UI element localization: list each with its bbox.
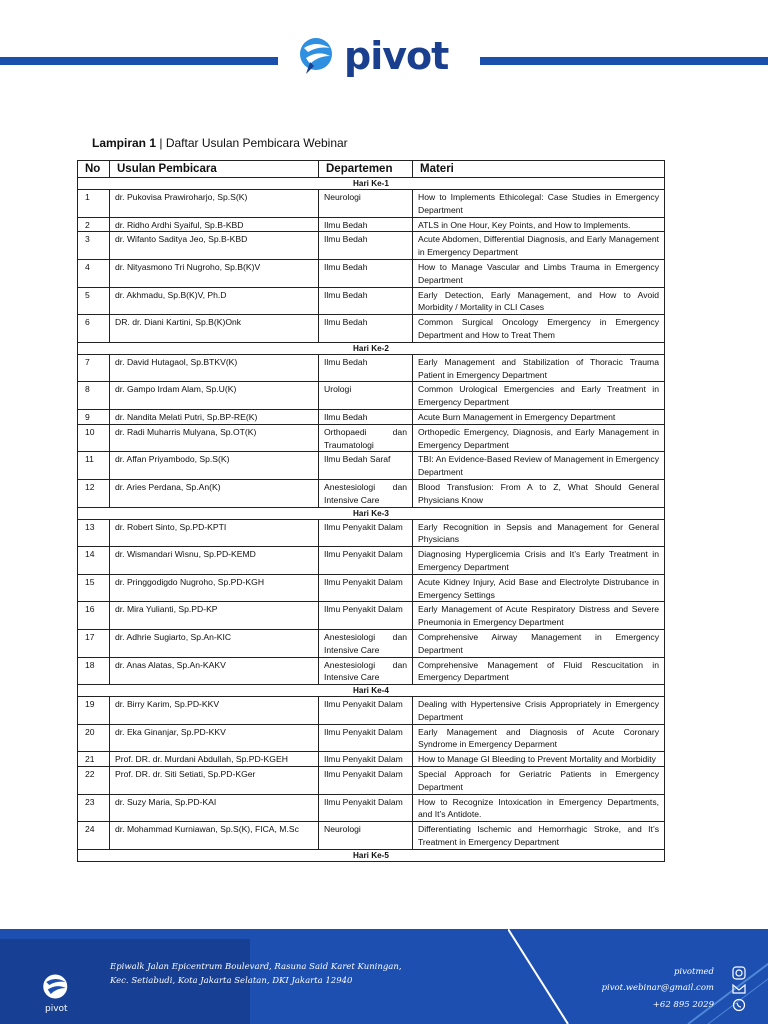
day-label: Hari Ke-4	[78, 685, 665, 697]
cell-department: Ilmu Bedah	[319, 217, 413, 232]
cell-topic: Blood Transfusion: From A to Z, What Should General Physicians Know	[413, 479, 665, 507]
cell-topic: TBI: An Evidence-Based Review of Management in Emergency Department	[413, 452, 665, 480]
day-label: Hari Ke-2	[78, 342, 665, 354]
cell-department: Ilmu Bedah	[319, 409, 413, 424]
cell-no: 22	[78, 767, 110, 795]
table-row	[78, 519, 665, 547]
cell-speaker: dr. Birry Karim, Sp.PD-KKV	[110, 697, 319, 725]
whatsapp-icon	[732, 998, 746, 1012]
cell-department: Ilmu Penyakit Dalam	[319, 574, 413, 602]
cell-no: 10	[78, 424, 110, 452]
cell-department: Ilmu Penyakit Dalam	[319, 752, 413, 767]
cell-speaker: dr. Aries Perdana, Sp.An(K)	[110, 479, 319, 507]
cell-speaker: dr. Anas Alatas, Sp.An-KAKV	[110, 657, 319, 685]
address-line-1: Epiwalk Jalan Epicentrum Boulevard, Rasuna Said Karet Kuningan,	[110, 962, 402, 972]
footer-brand: pivot	[45, 1004, 68, 1014]
cell-speaker: dr. Robert Sinto, Sp.PD-KPTI	[110, 519, 319, 547]
col-header-speaker: Usulan Pembicara	[110, 161, 319, 178]
day-header-row	[78, 178, 665, 190]
cell-topic: Dealing with Hypertensive Crisis Appropriately in Emergency Department	[413, 697, 665, 725]
table-row	[78, 287, 665, 315]
phone-number[interactable]: +62 895 2029	[652, 1000, 714, 1010]
cell-speaker: dr. Pukovisa Prawiroharjo, Sp.S(K)	[110, 190, 319, 218]
cell-topic: Early Recognition in Sepsis and Management for General Physicians	[413, 519, 665, 547]
day-label: Hari Ke-5	[78, 849, 665, 861]
cell-department: Ilmu Penyakit Dalam	[319, 602, 413, 630]
table-row	[78, 657, 665, 685]
cell-topic: Comprehensive Management of Fluid Rescucitation in Emergency Department	[413, 657, 665, 685]
cell-speaker: dr. Radi Muharris Mulyana, Sp.OT(K)	[110, 424, 319, 452]
table-header-row	[78, 161, 665, 178]
cell-no: 4	[78, 259, 110, 287]
cell-department: Ilmu Penyakit Dalam	[319, 547, 413, 575]
cell-no: 13	[78, 519, 110, 547]
table-row	[78, 190, 665, 218]
document-caption	[92, 136, 348, 150]
cell-department: Ilmu Bedah	[319, 315, 413, 343]
email-address[interactable]: pivot.webinar@gmail.com	[601, 983, 714, 993]
table-row	[78, 697, 665, 725]
cell-department: Anestesiologi dan Intensive Care	[319, 629, 413, 657]
caption-title: | Daftar Usulan Pembicara Webinar	[156, 136, 348, 150]
cell-department: Ilmu Penyakit Dalam	[319, 697, 413, 725]
col-header-department: Departemen	[319, 161, 413, 178]
mail-icon	[732, 982, 746, 996]
table-row	[78, 767, 665, 795]
col-header-no: No	[78, 161, 110, 178]
table-row	[78, 315, 665, 343]
cell-topic: How to Manage Vascular and Limbs Trauma in Emergency Department	[413, 259, 665, 287]
table-row	[78, 547, 665, 575]
address-line-2: Kec. Setiabudi, Kota Jakarta Selatan, DKI Jakarta 12940	[110, 976, 353, 986]
cell-topic: Acute Burn Management in Emergency Department	[413, 409, 665, 424]
cell-speaker: Prof. DR. dr. Siti Setiati, Sp.PD-KGer	[110, 767, 319, 795]
cell-topic: Common Surgical Oncology Emergency in Emergency Department and How to Treat Them	[413, 315, 665, 343]
table-row	[78, 424, 665, 452]
cell-speaker: dr. Ridho Ardhi Syaiful, Sp.B-KBD	[110, 217, 319, 232]
cell-department: Ilmu Penyakit Dalam	[319, 794, 413, 822]
cell-speaker: dr. Wismandari Wisnu, Sp.PD-KEMD	[110, 547, 319, 575]
cell-topic: How to Implements Ethicolegal: Case Studies in Emergency Department	[413, 190, 665, 218]
cell-no: 6	[78, 315, 110, 343]
col-header-topic: Materi	[413, 161, 665, 178]
cell-speaker: dr. Pringgodigdo Nugroho, Sp.PD-KGH	[110, 574, 319, 602]
footer-decoration	[508, 929, 768, 1024]
cell-no: 11	[78, 452, 110, 480]
cell-speaker: dr. Wifanto Saditya Jeo, Sp.B-KBD	[110, 232, 319, 260]
table-row	[78, 232, 665, 260]
cell-speaker: Prof. DR. dr. Murdani Abdullah, Sp.PD-KGEH	[110, 752, 319, 767]
cell-topic: Diagnosing Hyperglicemia Crisis and It’s Early Treatment in Emergency Department	[413, 547, 665, 575]
pivot-logo	[296, 34, 448, 78]
cell-no: 18	[78, 657, 110, 685]
cell-department: Ilmu Bedah	[319, 354, 413, 382]
table-row	[78, 259, 665, 287]
brand-name: pivot	[344, 34, 449, 78]
footer-address	[110, 960, 402, 988]
cell-no: 17	[78, 629, 110, 657]
header-rule-right	[480, 57, 768, 65]
table-row	[78, 382, 665, 410]
footer-logo	[40, 973, 72, 1008]
cell-department: Ilmu Penyakit Dalam	[319, 724, 413, 752]
cell-speaker: dr. Nandita Melati Putri, Sp.BP-RE(K)	[110, 409, 319, 424]
cell-department: Neurologi	[319, 822, 413, 850]
cell-department: Ilmu Bedah	[319, 259, 413, 287]
cell-no: 19	[78, 697, 110, 725]
cell-no: 14	[78, 547, 110, 575]
cell-no: 8	[78, 382, 110, 410]
speaker-table	[77, 160, 665, 862]
cell-no: 3	[78, 232, 110, 260]
cell-topic: How to Manage GI Bleeding to Prevent Mortality and Morbidity	[413, 752, 665, 767]
cell-department: Ilmu Bedah	[319, 287, 413, 315]
cell-topic: How to Recognize Intoxication in Emergency Departments, and It’s Antidote.	[413, 794, 665, 822]
cell-department: Anestesiologi dan Intensive Care	[319, 657, 413, 685]
cell-no: 20	[78, 724, 110, 752]
cell-speaker: dr. Adhrie Sugiarto, Sp.An-KIC	[110, 629, 319, 657]
cell-topic: Early Management of Acute Respiratory Distress and Severe Pneumonia in Emergency Department	[413, 602, 665, 630]
cell-topic: ATLS in One Hour, Key Points, and How to Implements.	[413, 217, 665, 232]
cell-speaker: DR. dr. Diani Kartini, Sp.B(K)Onk	[110, 315, 319, 343]
cell-speaker: dr. Nityasmono Tri Nugroho, Sp.B(K)V	[110, 259, 319, 287]
table-row	[78, 574, 665, 602]
instagram-handle[interactable]: pivotmed	[673, 967, 714, 977]
table-row	[78, 354, 665, 382]
cell-no: 15	[78, 574, 110, 602]
table-body	[78, 178, 665, 862]
cell-topic: Early Management and Stabilization of Thoracic Trauma Patient in Emergency Department	[413, 354, 665, 382]
cell-speaker: dr. Eka Ginanjar, Sp.PD-KKV	[110, 724, 319, 752]
cell-no: 23	[78, 794, 110, 822]
cell-topic: Comprehensive Airway Management in Emergency Department	[413, 629, 665, 657]
table-row	[78, 724, 665, 752]
table-row	[78, 602, 665, 630]
cell-no: 16	[78, 602, 110, 630]
cell-no: 7	[78, 354, 110, 382]
header-rule-left	[0, 57, 278, 65]
cell-no: 2	[78, 217, 110, 232]
day-header-row	[78, 685, 665, 697]
cell-topic: Common Urological Emergencies and Early Treatment in Emergency Department	[413, 382, 665, 410]
cell-no: 5	[78, 287, 110, 315]
cell-speaker: dr. Affan Priyambodo, Sp.S(K)	[110, 452, 319, 480]
day-label: Hari Ke-1	[78, 178, 665, 190]
cell-no: 12	[78, 479, 110, 507]
cell-department: Anestesiologi dan Intensive Care	[319, 479, 413, 507]
day-header-row	[78, 342, 665, 354]
day-label: Hari Ke-3	[78, 507, 665, 519]
cell-topic: Early Detection, Early Management, and How to Avoid Morbidity / Mortality in CLI Cases	[413, 287, 665, 315]
instagram-icon	[732, 966, 746, 980]
cell-department: Ilmu Penyakit Dalam	[319, 767, 413, 795]
cell-speaker: dr. Mira Yulianti, Sp.PD-KP	[110, 602, 319, 630]
day-header-row	[78, 507, 665, 519]
cell-topic: Special Approach for Geriatric Patients in Emergency Department	[413, 767, 665, 795]
cell-department: Ilmu Bedah	[319, 232, 413, 260]
cell-speaker: dr. Suzy Maria, Sp.PD-KAI	[110, 794, 319, 822]
cell-no: 24	[78, 822, 110, 850]
table-row	[78, 794, 665, 822]
cell-department: Neurologi	[319, 190, 413, 218]
day-header-row	[78, 849, 665, 861]
pivot-logo-icon	[296, 36, 338, 76]
cell-topic: Differentiating Ischemic and Hemorrhagic Stroke, and It’s Treatment in Emergency Department	[413, 822, 665, 850]
cell-speaker: dr. Mohammad Kurniawan, Sp.S(K), FICA, M.Sc	[110, 822, 319, 850]
cell-department: Urologi	[319, 382, 413, 410]
table-row	[78, 752, 665, 767]
cell-speaker: dr. Akhmadu, Sp.B(K)V, Ph.D	[110, 287, 319, 315]
cell-department: Ilmu Penyakit Dalam	[319, 519, 413, 547]
cell-topic: Acute Abdomen, Differential Diagnosis, and Early Management in Emergency Department	[413, 232, 665, 260]
cell-no: 9	[78, 409, 110, 424]
caption-label: Lampiran 1	[92, 136, 157, 150]
cell-department: Orthopaedi dan Traumatologi	[319, 424, 413, 452]
footer-logo-icon	[40, 973, 72, 1003]
table-row	[78, 822, 665, 850]
cell-no: 1	[78, 190, 110, 218]
cell-topic: Orthopedic Emergency, Diagnosis, and Early Management in Emergency Department	[413, 424, 665, 452]
table-row	[78, 452, 665, 480]
table-row	[78, 629, 665, 657]
cell-department: Ilmu Bedah Saraf	[319, 452, 413, 480]
cell-speaker: dr. David Hutagaol, Sp.BTKV(K)	[110, 354, 319, 382]
table-row	[78, 217, 665, 232]
footer	[0, 929, 768, 1024]
table-row	[78, 409, 665, 424]
cell-topic: Early Management and Diagnosis of Acute Coronary Syndrome in Emergency Deparment	[413, 724, 665, 752]
cell-no: 21	[78, 752, 110, 767]
table-row	[78, 479, 665, 507]
cell-speaker: dr. Gampo Irdam Alam, Sp.U(K)	[110, 382, 319, 410]
cell-topic: Acute Kidney Injury, Acid Base and Electrolyte Distrubance in Emergency Settings	[413, 574, 665, 602]
